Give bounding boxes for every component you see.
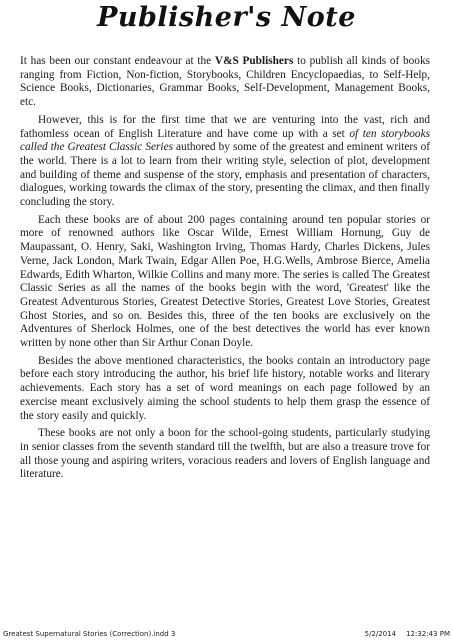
paragraph-5: These books are not only a boon for the school-going students, particularly studying in senior classes from the seventh standard till the twelfth, but are also a treasure trove for all those young and aspiring writers, voracious readers and lovers of English language and literature. [20, 427, 430, 481]
footer-filename: Greatest Supernatural Stories (Correction).indd 3 [3, 630, 176, 638]
paragraph-2 [20, 114, 430, 210]
paragraph-3: Each these books are of about 200 pages containing around ten popular stories or more of renowned authors like Oscar Wilde, Ernest William Hornung, Guy de Maupassant, O. Henry, Saki, Washington Irving, Thomas Hardy, Charles Dickens, Jules Verne, Jack London, Mark Twain, Edgar Allen Poe, H.G.Wells, Ambrose Bierce, Amelia Edwards, Edith Wharton, Wilkie Collins and many more. The series is called The Greatest Classic Series as all the names of the books begin with the word, 'Greatest' like the Greatest Adventurous Stories, Greatest Detective Stories, Greatest Love Stories, Greatest Ghost Stories, and so on. Besides this, three of the ten books are exclusively on the Adventures of Sherlock Holmes, one of the best detectives the world has ever known written by none other than Sir Arthur Conan Doyle. [20, 213, 430, 350]
series-mention: of ten storybooks called the Greatest Classic Series [20, 127, 430, 154]
footer-time: 12:32:43 PM [406, 630, 450, 638]
paragraph-1 [20, 55, 430, 110]
paragraph-2-end: authored by some of the greatest and eminent writers of the world. There is a lot to learn from their writing style, selection of plot, development and building of theme and suspense of the story, emphasis and presentation of characters, dialogues, working towards the climax of the story, presenting the climax, and then finally concluding the story. [20, 141, 430, 209]
footer-timestamp [365, 630, 450, 638]
paragraph-4: Besides the above mentioned characteristics, the books contain an introductory page before each story introducing the author, his brief life history, notable works and literary achievements. Each story has a set of word meanings on each page followed by an exercise meant exclusively aiming the school students to help them grasp the essence of the story easily and quickly. [20, 354, 430, 422]
footer-date: 5/2/2014 [364, 630, 397, 638]
body-text [20, 55, 430, 486]
paragraph-2-start: However, this is for the first time that we are venturing into the vast, rich and fathomless ocean of English Literature and have come up with a set [20, 113, 430, 140]
page-title: Publisher's Note [97, 2, 356, 33]
publisher-name: V&S Publishers [214, 55, 294, 67]
paragraph-1-start: It has been our constant endeavour at the [20, 55, 215, 67]
paragraph-1-end: to publish all kinds of books ranging from Fiction, Non-fiction, Storybooks, Children Encyclopaedias, to Self-Help, Science Books, Dictionaries, Grammar Books, Self-Development, Management Books, etc. [20, 55, 430, 109]
